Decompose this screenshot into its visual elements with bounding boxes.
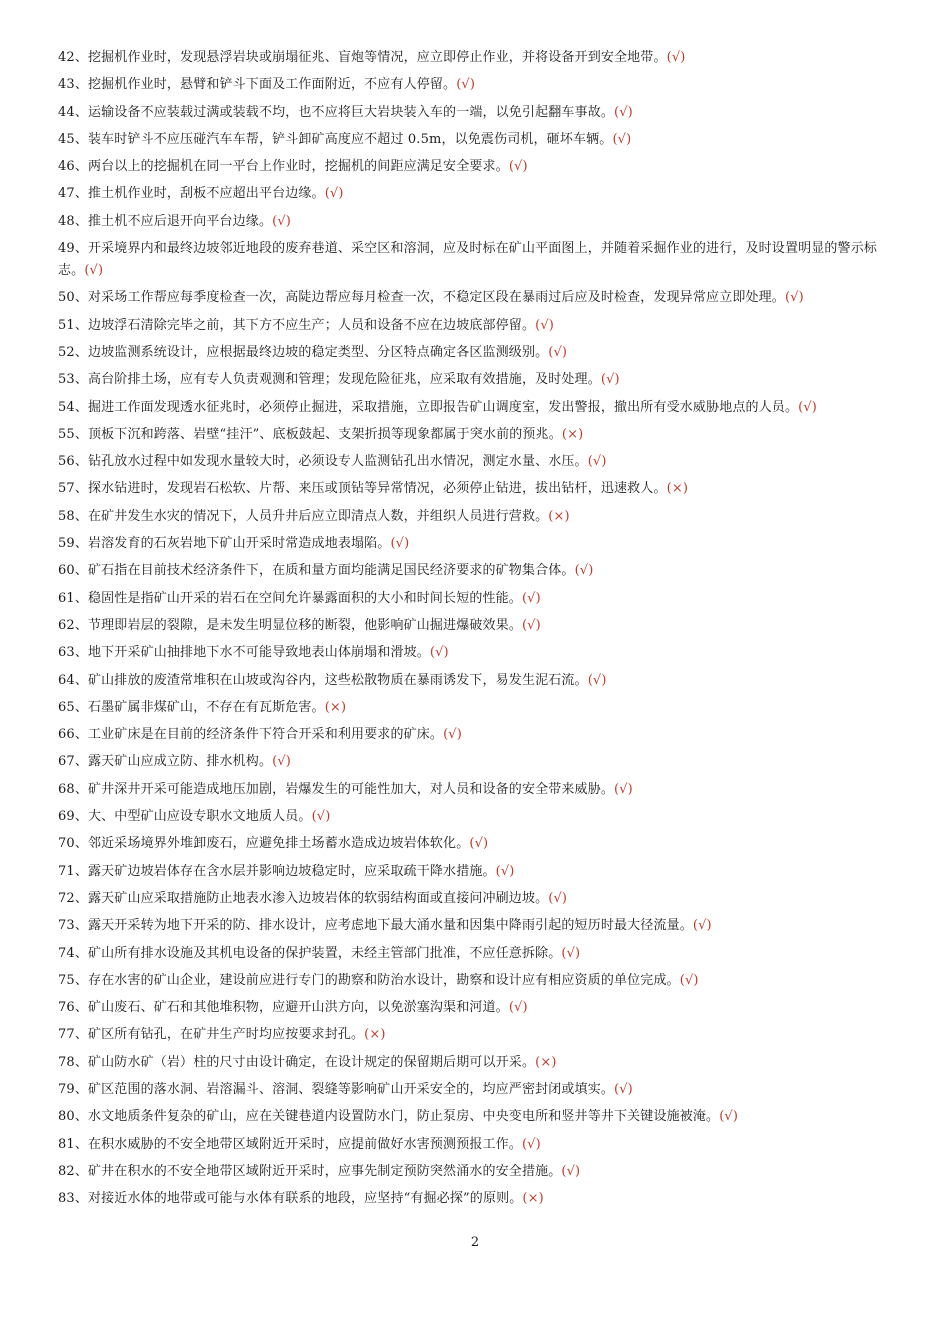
list-item	[58, 287, 898, 309]
list-item	[58, 533, 898, 555]
item-text: 探水钻进时，发现岩石松软、片帮、来压或顶钻等异常情况，必须停止钻进，拔出钻杆，迅速救人。	[88, 481, 667, 497]
item-text: 在积水威胁的不安全地带区域附近开采时，应提前做好水害预测预报工作。	[88, 1136, 522, 1152]
item-number: 77、	[58, 1027, 88, 1043]
item-text: 水文地质条件复杂的矿山，应在关键巷道内设置防水门，防止泵房、中央变电所和竖井等井下关键设施被淹。	[88, 1109, 720, 1125]
item-number: 70、	[58, 836, 88, 852]
item-number: 67、	[58, 754, 88, 770]
answer-mark: (√)	[561, 945, 581, 961]
item-number: 62、	[58, 617, 88, 633]
item-number: 63、	[58, 645, 88, 661]
answer-mark: (×)	[548, 508, 570, 524]
item-number: 54、	[58, 399, 88, 415]
item-number: 69、	[58, 809, 88, 825]
item-text: 石墨矿属非煤矿山，不存在有瓦斯危害。	[88, 699, 325, 715]
item-number: 49、	[58, 241, 88, 257]
item-number: 75、	[58, 972, 88, 988]
answer-mark: (√)	[614, 1081, 633, 1097]
answer-mark: (√)	[614, 781, 633, 797]
list-item	[58, 724, 898, 746]
list-item	[58, 779, 898, 801]
list-item	[58, 102, 898, 124]
list-item	[58, 1079, 898, 1101]
answer-mark: (√)	[548, 890, 568, 906]
list-item	[58, 642, 898, 664]
item-text: 边坡监测系统设计，应根据最终边坡的稳定类型、分区特点确定各区监测级别。	[88, 344, 549, 360]
item-number: 47、	[58, 186, 88, 202]
item-text: 在矿井发生水灾的情况下，人员升井后应立即清点人数，并组织人员进行营救。	[88, 508, 549, 524]
answer-mark: (√)	[561, 1163, 581, 1179]
list-item	[58, 1134, 898, 1156]
item-text: 矿山排放的废渣常堆积在山坡或沟谷内，这些松散物质在暴雨诱发下，易发生泥石流。	[88, 672, 588, 688]
answer-mark: (√)	[521, 617, 541, 633]
list-item	[58, 369, 898, 391]
item-text: 工业矿床是在目前的经济条件下符合开采和利用要求的矿床。	[88, 727, 444, 743]
item-number: 44、	[58, 104, 88, 120]
answer-mark: (√)	[429, 645, 449, 661]
item-text: 露天矿边坡岩体存在含水层并影响边坡稳定时，应采取疏干降水措施。	[88, 863, 496, 879]
item-number: 48、	[58, 213, 88, 229]
item-number: 55、	[58, 426, 88, 442]
list-item	[58, 315, 898, 337]
item-number: 59、	[58, 536, 88, 552]
answer-mark: (√)	[311, 809, 331, 825]
list-item	[58, 183, 898, 205]
item-number: 52、	[58, 344, 88, 360]
item-number: 73、	[58, 918, 88, 934]
answer-mark: (√)	[614, 104, 633, 120]
answer-mark: (√)	[456, 77, 476, 93]
list-item	[58, 997, 898, 1019]
item-number: 57、	[58, 481, 88, 497]
item-text: 节理即岩层的裂隙，是未发生明显位移的断裂，他影响矿山掘进爆破效果。	[88, 617, 522, 633]
item-text: 掘进工作面发现透水征兆时，必须停止掘进，采取措施，立即报告矿山调度室，发出警报，撤出所有受水威胁地点的人员。	[88, 399, 799, 415]
answer-mark: (√)	[521, 590, 541, 606]
list-item	[58, 156, 898, 178]
item-number: 46、	[58, 159, 88, 175]
answer-mark: (√)	[719, 1109, 739, 1125]
list-item	[58, 943, 898, 965]
list-item	[58, 238, 898, 282]
list-item	[58, 833, 898, 855]
item-text: 两台以上的挖掘机在同一平台上作业时，挖掘机的间距应满足安全要求。	[88, 159, 509, 175]
item-text: 推土机不应后退开向平台边缘。	[88, 213, 273, 229]
list-item	[58, 451, 898, 473]
item-text: 推土机作业时，刮板不应超出平台边缘。	[88, 186, 325, 202]
list-item	[58, 506, 898, 528]
answer-mark: (√)	[574, 563, 594, 579]
item-text: 矿山所有排水设施及其机电设备的保护装置，未经主管部门批准，不应任意拆除。	[88, 945, 562, 961]
item-text: 存在水害的矿山企业，建设前应进行专门的勘察和防治水设计，勘察和设计应有相应资质的单位完成。	[88, 972, 680, 988]
answer-mark: (√)	[272, 213, 291, 229]
answer-mark: (√)	[600, 372, 620, 388]
item-number: 74、	[58, 945, 88, 961]
answer-mark: (√)	[443, 727, 462, 743]
answer-mark: (√)	[469, 836, 489, 852]
item-number: 72、	[58, 890, 88, 906]
list-item	[58, 888, 898, 910]
list-item	[58, 1024, 898, 1046]
answer-mark: (√)	[272, 754, 291, 770]
item-number: 82、	[58, 1163, 88, 1179]
item-number: 78、	[58, 1054, 88, 1070]
item-text: 钻孔放水过程中如发现水量较大时，必须设专人监测钻孔出水情况，测定水量、水压。	[88, 454, 588, 470]
item-number: 58、	[58, 508, 88, 524]
item-text: 矿山废石、矿石和其他堆积物，应避开山洪方向，以免淤塞沟渠和河道。	[88, 1000, 509, 1016]
item-number: 83、	[58, 1191, 88, 1207]
list-item	[58, 47, 898, 69]
answer-mark: (√)	[548, 344, 568, 360]
answer-mark: (√)	[612, 131, 632, 147]
answer-mark: (×)	[522, 1191, 544, 1207]
item-text: 顶板下沉和跨落、岩壁“挂汗”、底板鼓起、支架折损等现象都属于突水前的预兆。	[88, 426, 562, 442]
item-text: 矿井在积水的不安全地带区域附近开采时，应事先制定预防突然涌水的安全措施。	[88, 1163, 562, 1179]
item-text: 岩溶发育的石灰岩地下矿山开采时常造成地表塌陷。	[88, 536, 391, 552]
item-number: 60、	[58, 563, 88, 579]
item-text: 挖掘机作业时，悬臂和铲斗下面及工作面附近，不应有人停留。	[88, 77, 457, 93]
answer-mark: (√)	[521, 1136, 541, 1152]
list-item	[58, 1106, 898, 1128]
answer-mark: (√)	[587, 672, 607, 688]
answer-mark: (×)	[666, 481, 689, 497]
item-number: 61、	[58, 590, 88, 606]
list-item	[58, 970, 898, 992]
item-number: 65、	[58, 699, 88, 715]
answer-mark: (√)	[508, 159, 528, 175]
item-text: 开采境界内和最终边坡邻近地段的废弃巷道、采空区和溶洞，应及时标在矿山平面图上，并随着采掘作业的进行，及时设置明显的警示标志。	[58, 241, 878, 279]
item-text: 邻近采场境界外堆卸废石，应避免排土场蓄水造成边坡岩体软化。	[88, 836, 470, 852]
item-text: 大、中型矿山应设专职水文地质人员。	[88, 809, 312, 825]
item-text: 矿区范围的落水洞、岩溶漏斗、溶洞、裂缝等影响矿山开采安全的，均应严密封闭或填实。	[88, 1081, 615, 1097]
item-text: 稳固性是指矿山开采的岩石在空间允许暴露面积的大小和时间长短的性能。	[88, 590, 522, 606]
answer-mark: (√)	[587, 454, 607, 470]
list-item	[58, 1161, 898, 1183]
item-number: 81、	[58, 1136, 88, 1152]
item-number: 76、	[58, 1000, 88, 1016]
item-number: 51、	[58, 317, 88, 333]
item-number: 66、	[58, 727, 88, 743]
answer-mark: (√)	[679, 972, 699, 988]
answer-mark: (×)	[561, 426, 584, 442]
list-item	[58, 129, 898, 151]
list-item	[58, 560, 898, 582]
question-list	[58, 47, 898, 1215]
list-item	[58, 342, 898, 364]
list-item	[58, 751, 898, 773]
item-text: 对采场工作帮应每季度检查一次，高陡边帮应每月检查一次，不稳定区段在暴雨过后应及时检查，发现异常应立即处理。	[88, 290, 785, 306]
list-item	[58, 861, 898, 883]
list-item	[58, 424, 898, 446]
list-item	[58, 915, 898, 937]
answer-mark: (√)	[324, 186, 344, 202]
answer-mark: (√)	[390, 536, 410, 552]
item-text: 高台阶排土场，应有专人负责观测和管理；发现危险征兆，应采取有效措施，及时处理。	[88, 372, 601, 388]
answer-mark: (√)	[535, 317, 554, 333]
answer-mark: (√)	[784, 290, 804, 306]
answer-mark: (√)	[495, 863, 515, 879]
item-number: 43、	[58, 77, 88, 93]
item-text: 运输设备不应装载过满或装载不均，也不应将巨大岩块装入车的一端，以免引起翻车事故。	[88, 104, 615, 120]
list-item	[58, 670, 898, 692]
list-item	[58, 588, 898, 610]
list-item	[58, 397, 898, 419]
answer-mark: (√)	[666, 50, 686, 65]
list-item	[58, 1188, 898, 1210]
item-number: 64、	[58, 672, 88, 688]
item-number: 56、	[58, 454, 88, 470]
answer-mark: (√)	[84, 263, 104, 279]
item-text: 矿石指在目前技术经济条件下，在质和量方面均能满足国民经济要求的矿物集合体。	[88, 563, 575, 579]
item-text: 对接近水体的地带或可能与水体有联系的地段，应坚持“有掘必探”的原则。	[88, 1191, 523, 1207]
item-number: 79、	[58, 1081, 88, 1097]
answer-mark: (×)	[364, 1027, 386, 1043]
item-number: 68、	[58, 781, 88, 797]
item-number: 71、	[58, 863, 88, 879]
item-text: 边坡浮石清除完毕之前，其下方不应生产；人员和设备不应在边坡底部停留。	[88, 317, 536, 333]
item-text: 露天矿山应成立防、排水机构。	[88, 754, 273, 770]
list-item	[58, 478, 898, 500]
answer-mark: (√)	[692, 918, 712, 934]
item-text: 挖掘机作业时，发现悬浮岩块或崩塌征兆、盲炮等情况，应立即停止作业，并将设备开到安全地带。	[88, 50, 667, 65]
item-text: 露天矿山应采取措施防止地表水渗入边坡岩体的软弱结构面或直接问冲刷边坡。	[88, 890, 549, 906]
list-item	[58, 806, 898, 828]
item-text: 地下开采矿山抽排地下水不可能导致地表山体崩塌和滑坡。	[88, 645, 430, 661]
answer-mark: (√)	[508, 1000, 528, 1016]
item-number: 53、	[58, 372, 88, 388]
page-number: 2	[470, 1235, 480, 1250]
item-number: 50、	[58, 290, 88, 306]
answer-mark: (√)	[798, 399, 817, 415]
answer-mark: (×)	[535, 1054, 557, 1070]
item-text: 矿区所有钻孔，在矿井生产时均应按要求封孔。	[88, 1027, 365, 1043]
item-number: 45、	[58, 131, 88, 147]
item-number: 80、	[58, 1109, 88, 1125]
list-item	[58, 211, 898, 233]
item-number: 42、	[58, 50, 88, 65]
item-text: 露天开采转为地下开采的防、排水设计，应考虑地下最大涌水量和因集中降雨引起的短历时最大径流量。	[88, 918, 693, 934]
list-item	[58, 697, 898, 719]
answer-mark: (×)	[324, 699, 347, 715]
item-text: 矿山防水矿（岩）柱的尺寸由设计确定，在设计规定的保留期后期可以开采。	[88, 1054, 536, 1070]
list-item	[58, 615, 898, 637]
list-item	[58, 74, 898, 96]
list-item	[58, 1052, 898, 1074]
item-text: 矿井深井开采可能造成地压加剧，岩爆发生的可能性加大，对人员和设备的安全带来威胁。	[88, 781, 615, 797]
item-text: 装车时铲斗不应压碰汽车车帮，铲斗卸矿高度应不超过 0.5m，以免震伤司机，砸坏车辆。	[88, 131, 613, 147]
